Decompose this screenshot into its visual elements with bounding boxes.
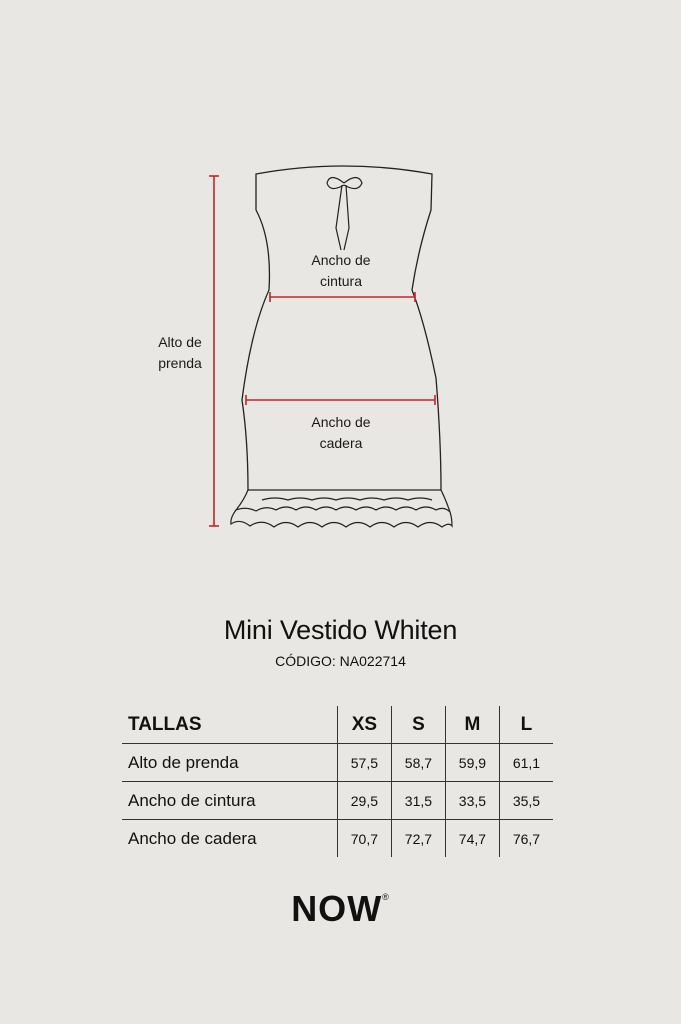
tallas-header: TALLAS xyxy=(128,713,202,735)
row-label: Ancho de cadera xyxy=(122,820,337,858)
table-cell: 74,7 xyxy=(445,820,499,858)
cintura-label xyxy=(301,250,381,292)
table-cell: 35,5 xyxy=(499,782,553,820)
table-cell: 29,5 xyxy=(337,782,391,820)
table-cell: 76,7 xyxy=(499,820,553,858)
table-cell: 33,5 xyxy=(445,782,499,820)
registered-mark: ® xyxy=(382,892,390,902)
cadera-label xyxy=(301,412,381,454)
product-code: CÓDIGO: NA022714 xyxy=(275,653,406,669)
cintura-label-line1: Ancho de xyxy=(311,252,371,268)
row-label: Ancho de cintura xyxy=(122,782,337,820)
table-cell: 70,7 xyxy=(337,820,391,858)
table-row xyxy=(122,782,553,820)
brand-logo-text: NOW xyxy=(291,888,383,929)
alto-label-line2: prenda xyxy=(158,355,202,371)
table-cell: 57,5 xyxy=(337,744,391,782)
size-table-header xyxy=(122,706,553,744)
table-row xyxy=(122,820,553,858)
cintura-measure-line xyxy=(270,292,415,302)
cadera-label-line1: Ancho de xyxy=(311,414,371,430)
size-header-xs: XS xyxy=(337,706,391,744)
brand-logo xyxy=(0,888,681,930)
table-cell: 61,1 xyxy=(499,744,553,782)
bow-icon xyxy=(327,178,362,251)
size-header-m: M xyxy=(445,706,499,744)
cadera-measure-line xyxy=(246,395,435,405)
alto-label xyxy=(150,332,210,374)
cadera-label-line2: cadera xyxy=(319,435,363,451)
table-cell: 59,9 xyxy=(445,744,499,782)
row-label: Alto de prenda xyxy=(122,744,337,782)
table-cell: 58,7 xyxy=(391,744,445,782)
table-cell: 31,5 xyxy=(391,782,445,820)
cintura-label-line2: cintura xyxy=(319,273,363,289)
alto-measure-line xyxy=(209,176,219,526)
ruffle-hem xyxy=(231,490,452,527)
table-cell: 72,7 xyxy=(391,820,445,858)
product-title: Mini Vestido Whiten xyxy=(223,615,458,645)
size-header-s: S xyxy=(391,706,445,744)
size-header-l: L xyxy=(499,706,553,744)
table-row xyxy=(122,744,553,782)
alto-label-line1: Alto de xyxy=(158,334,202,350)
size-table xyxy=(122,706,553,857)
